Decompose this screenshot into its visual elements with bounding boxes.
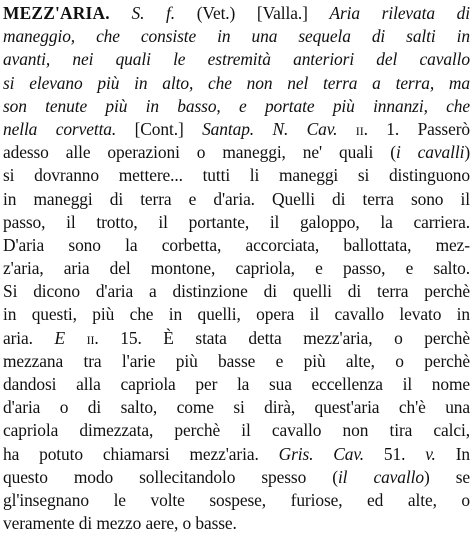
text-run: D'aria sono la corbetta, accorciata, ballottata, mez- <box>3 234 470 255</box>
entry-line <box>3 188 470 211</box>
text-run: capriola dimezzata, perchè il cavallo non tira calci, <box>3 420 470 441</box>
text-run <box>337 119 355 139</box>
volume-numeral: ii <box>86 327 95 348</box>
entry-line <box>3 303 470 326</box>
italic-run: Gris. Cav. <box>278 443 364 464</box>
entry-line <box>3 489 470 512</box>
italic-run: avanti, nei quali le estremità anteriori del cavallo <box>3 49 470 70</box>
entry-line <box>3 280 470 303</box>
text-run: aria. <box>3 327 55 348</box>
text-run: In <box>435 443 470 464</box>
text-run: adesso alle operazioni o maneggi, ne' quali ( <box>3 142 396 163</box>
entry-line <box>3 72 470 95</box>
entry-line <box>3 141 470 164</box>
text-run <box>65 328 87 348</box>
text-run: z'aria, aria del montone, capriola, e passo, e salto. <box>3 258 470 279</box>
italic-run: i cavalli <box>395 142 465 163</box>
entry-line <box>3 443 470 466</box>
entry-line <box>3 327 470 350</box>
text-run: [Cont.] <box>116 118 203 139</box>
entry-line <box>3 48 470 71</box>
entry-line <box>3 512 470 535</box>
italic-run: il cavallo <box>337 466 424 487</box>
text-run: in questi, più che in quelli, opera il cavallo levato in <box>3 304 470 325</box>
entry-line <box>3 396 470 419</box>
entry-line <box>3 164 470 187</box>
text-run: mezzana tra l'arie più basse e più alte, o perchè <box>3 350 470 371</box>
italic-run: nella corvetta. <box>3 118 117 139</box>
headword: MEZZ'ARIA. <box>3 3 110 23</box>
entry-line <box>3 350 470 373</box>
text-run: questo modo sollecitandolo spesso ( <box>3 466 338 487</box>
italic-run: v. <box>425 443 436 464</box>
text-run: gl'insegnano le volte sospese, furiose, ed alte, o <box>3 489 470 510</box>
entry-line <box>3 25 470 48</box>
entry-line <box>3 373 470 396</box>
text-run <box>110 3 132 23</box>
text-run: dandosi alla capriola per la sua eccellenza il nome <box>3 374 470 394</box>
entry-line <box>3 466 470 489</box>
italic-run: E <box>54 327 66 348</box>
text-run: (Vet.) [Valla.] <box>175 3 330 23</box>
dictionary-entry-mezzaria <box>3 2 470 535</box>
text-run: ) <box>464 142 471 163</box>
entry-line <box>3 95 470 118</box>
entry-line <box>3 211 470 234</box>
entry-line <box>3 257 470 280</box>
italic-run: si elevano più in alto, che non nel terra a terra, ma <box>3 72 470 93</box>
italic-run: Santap. N. Cav. <box>202 118 338 139</box>
text-run: in maneggi di terra e d'aria. Quelli di terra sono il <box>3 188 470 209</box>
italic-run: S. f. <box>131 3 176 23</box>
italic-run: son tenute più in basso, e portate più innanzi, che <box>3 95 470 116</box>
text-run: si dovranno mettere... tutti li maneggi si distinguono <box>3 165 470 186</box>
text-run: 51. <box>363 443 426 464</box>
entry-line <box>3 2 470 25</box>
entry-line <box>3 419 470 442</box>
text-run: ) se <box>423 466 470 487</box>
italic-run: maneggio, che consiste in una sequela di salti in <box>3 26 470 47</box>
entry-line <box>3 234 470 257</box>
text-run: passo, il trotto, il portante, il galoppo, la carriera. <box>3 211 470 232</box>
entry-line <box>3 118 470 141</box>
text-run: d'aria o di salto, come si dirà, quest'aria ch'è una <box>3 397 470 418</box>
text-run: Si dicono d'aria a distinzione di quelli di terra perchè <box>3 281 470 302</box>
text-run: ha potuto chiamarsi mezz'aria. <box>3 443 279 464</box>
text-run: . 1. Passerò <box>363 118 470 139</box>
text-run: . 15. È stata detta mezz'aria, o perchè <box>94 327 470 348</box>
text-run: veramente di mezzo aere, o basse. <box>3 513 237 534</box>
volume-numeral: ii <box>355 118 364 139</box>
italic-run: Aria rilevata di <box>329 3 470 23</box>
